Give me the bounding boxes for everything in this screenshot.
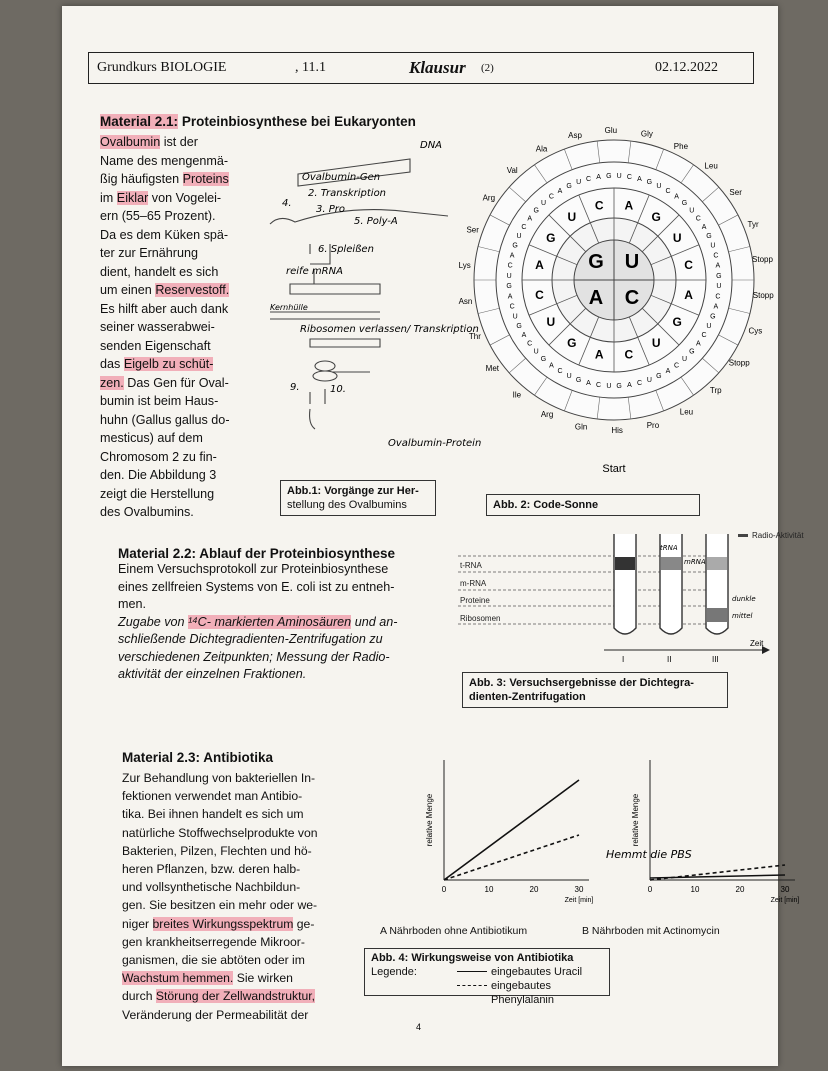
code-sun-third-base: A: [557, 187, 563, 195]
x-tick-label: 10: [484, 885, 494, 894]
note-transkription: 2. Transkription: [308, 188, 387, 199]
text-line: [122, 860, 358, 878]
material-2-3-text: [122, 769, 358, 1024]
text-span: ge-: [293, 916, 315, 931]
text-line: [100, 152, 270, 171]
tube-1-band: [615, 557, 635, 570]
amino-acid-label: Glu: [604, 126, 618, 136]
code-sun-third-base: A: [665, 368, 671, 376]
tube-2-band: [661, 557, 681, 570]
code-sun-third-base: U: [566, 372, 572, 380]
code-sun-second-base: U: [651, 336, 661, 351]
text-line: [100, 207, 270, 226]
highlight: Proteins: [182, 172, 229, 186]
amino-acid-label: Met: [485, 363, 500, 373]
code-sun-third-base: C: [585, 176, 592, 184]
text-line: [100, 448, 270, 467]
amino-acid-label: Leu: [679, 407, 694, 417]
text-line: [100, 503, 270, 522]
code-sun-third-base: G: [656, 372, 662, 380]
note-pro: 3. Pro: [316, 204, 345, 215]
code-sun-second-base: G: [672, 315, 682, 330]
y-axis-label: relative Menge: [425, 793, 434, 847]
code-sun-third-base: A: [586, 379, 591, 387]
code-sun-third-base: C: [674, 362, 680, 370]
note-poly-a: 5. Poly-A: [354, 216, 398, 227]
amino-acid-label: Asp: [568, 131, 582, 141]
x-tick-label: 30: [780, 885, 790, 894]
text-span: ganismen, die sie abtöten oder im: [122, 953, 305, 968]
exam-title: Klausur: [409, 58, 466, 77]
figure-2-caption-text: Abb. 2: Code-Sonne: [493, 499, 599, 511]
code-sun-third-base: A: [701, 224, 707, 232]
x-axis-label: Zeit [min]: [564, 897, 594, 904]
fraction-proteine: Proteine: [460, 596, 490, 605]
note-gen: Ovalbumin-Gen: [302, 172, 381, 183]
tube-1: [614, 534, 636, 634]
code-sun-third-base: U: [689, 207, 695, 215]
text-span: ern (55–65 Prozent).: [100, 209, 216, 223]
amino-acid-label: His: [611, 425, 623, 435]
start-label: Start: [602, 463, 626, 475]
text-line: [100, 411, 270, 430]
code-sun-third-base: C: [636, 379, 643, 387]
x-tick-label: 0: [647, 885, 653, 894]
code-sun-third-base: U: [516, 233, 522, 241]
code-sun-second-base: U: [567, 209, 577, 224]
code-sun-third-base: G: [689, 348, 695, 356]
code-sun-third-base: G: [506, 283, 512, 291]
amino-acid-label: Stopp: [752, 290, 774, 300]
highlight: Wachstum hemmen.: [122, 971, 234, 986]
series-line-uracil: [444, 780, 579, 880]
note-kernhuelle: Kernhülle: [270, 303, 308, 312]
note-trna: tRNA: [660, 544, 678, 552]
amino-acid-label: Trp: [709, 386, 722, 396]
tube-3-band-trna: [707, 557, 727, 570]
code-sun-second-base: G: [546, 230, 556, 245]
code-sun-second-base: C: [535, 287, 544, 302]
text-span: seiner wasserabwei-: [100, 320, 215, 334]
exam-date: 02.12.2022: [655, 60, 718, 75]
exam-number: (2): [481, 62, 494, 74]
code-sun-third-base: A: [521, 331, 527, 339]
text-line: [122, 987, 358, 1005]
text-span: ist der: [160, 135, 198, 149]
code-sun-third-base: A: [507, 293, 513, 301]
text-line: Einem Versuchsprotokoll zur Proteinbiosynthese: [118, 562, 389, 576]
material-2-1-text: [100, 133, 270, 522]
fraction-trna: t-RNA: [460, 561, 482, 570]
text-line: eines zellfreien Systems von E. coli ist zu entneh-: [118, 579, 395, 594]
chart-b-label: B Nährboden mit Actinomycin: [582, 925, 720, 937]
note-mittel: mittel: [732, 612, 753, 620]
code-sun-third-base: A: [715, 262, 721, 270]
time-3: III: [712, 655, 719, 664]
code-sun-third-base: G: [681, 200, 688, 208]
text-span: Das Gen für Oval-: [123, 375, 229, 390]
series-line-uracil: [650, 875, 785, 878]
note-mrna: reife mRNA: [286, 266, 343, 277]
highlight: Eigelb zu schüt-: [123, 357, 214, 371]
text-span: dient, handelt es sich: [100, 264, 219, 279]
code-sun-third-base: C: [507, 262, 513, 270]
code-sun-center-base: C: [624, 287, 640, 309]
figure-1-caption: [280, 480, 436, 516]
code-sun-third-base: U: [616, 173, 622, 181]
x-tick-label: 20: [735, 885, 745, 894]
highlight: Eiklar: [116, 190, 149, 205]
legend-swatch: [738, 534, 748, 537]
chart-b: [631, 760, 799, 904]
text-span: des Ovalbumins.: [100, 505, 194, 519]
text-line: [122, 951, 358, 969]
text-span: Zugabe von: [118, 614, 189, 629]
text-line: [100, 429, 270, 448]
amino-acid-label: Ile: [512, 390, 522, 400]
text-line: [122, 1006, 358, 1024]
text-line: [100, 318, 270, 337]
note-hemmt: Hemmt die PBS: [606, 848, 692, 861]
text-span: gen. Sie besitzen ein mehr oder we-: [122, 898, 318, 913]
code-sun-third-base: U: [606, 382, 612, 390]
exam-page: [62, 6, 804, 1066]
text-line: verschiedenen Zeitpunkten; Messung der Radio-: [118, 649, 390, 664]
material-2-1-label: Material 2.1:: [100, 114, 179, 129]
code-sun-third-base: A: [674, 193, 679, 201]
code-sun: [454, 126, 774, 480]
code-sun-third-base: A: [696, 340, 701, 348]
text-line: [122, 896, 358, 914]
code-sun-center-base: A: [588, 287, 604, 309]
x-tick-label: 0: [441, 885, 447, 894]
text-line: [100, 244, 270, 263]
note-protein: Ovalbumin-Protein: [388, 438, 482, 449]
figure-3-caption-line2: dienten-Zentrifugation: [469, 691, 586, 703]
text-line: [100, 374, 270, 393]
code-sun-third-base: A: [549, 362, 554, 370]
text-line: [122, 787, 358, 805]
code-sun-third-base: C: [527, 340, 533, 348]
code-sun-third-base: G: [540, 355, 547, 363]
code-sun-third-base: A: [527, 215, 532, 223]
text-span: gen krankheitserregende Mikroor-: [122, 934, 305, 949]
code-sun-third-base: A: [637, 176, 642, 184]
x-tick-label: 10: [690, 885, 700, 894]
code-sun-third-base: G: [533, 207, 539, 215]
code-sun-third-base: U: [656, 183, 662, 191]
tube-3-band-ribosomen: [707, 608, 727, 622]
text-line: [118, 614, 448, 632]
figure-2-caption: [486, 494, 700, 516]
fraction-ribosomen: Ribosomen: [460, 614, 501, 623]
code-sun-third-base: U: [706, 322, 712, 330]
legend-title: Legende:: [371, 966, 417, 978]
text-span: Es hilft aber auch dank: [100, 301, 229, 316]
y-axis-label: relative Menge: [631, 793, 640, 847]
note-mrna-tube: mRNA: [684, 558, 706, 566]
code-sun-third-base: C: [713, 252, 719, 260]
highlight: Ovalbumin: [100, 135, 161, 149]
figure-1-caption-line1: Abb.1: Vorgänge zur Her-: [287, 485, 419, 497]
code-sun-third-base: C: [557, 368, 563, 376]
legend-dashed-line: [457, 985, 487, 986]
text-line: [122, 878, 358, 896]
note-dunkel: dunkle: [732, 595, 756, 603]
code-sun-third-base: U: [540, 200, 547, 208]
figure-4-charts: [362, 750, 800, 950]
figure-3-tubes: [454, 528, 804, 668]
x-axis-label: Zeit [min]: [770, 897, 800, 904]
text-line: [100, 337, 270, 356]
note-spleissen: 6. Spleißen: [318, 244, 374, 255]
text-line: [100, 226, 270, 245]
amino-acid-label: Leu: [704, 161, 718, 171]
code-sun-third-base: G: [710, 313, 716, 321]
amino-acid-label: Ser: [729, 188, 742, 198]
code-sun-third-base: U: [506, 272, 512, 280]
code-sun-third-base: U: [533, 348, 539, 356]
amino-acid-label: Pro: [646, 420, 660, 430]
text-span: Chromosom 2 zu fin-: [100, 449, 217, 464]
figure-1-caption-line2: stellung des Ovalbumins: [287, 499, 407, 511]
text-span: senden Eigenschaft: [100, 338, 211, 353]
code-sun-second-base: G: [567, 336, 577, 351]
legend-radio: Radio-Aktivität: [752, 531, 804, 540]
amino-acid-label: Val: [506, 165, 518, 175]
text-line: [100, 189, 270, 208]
legend-uracil: eingebautes Uracil: [491, 966, 583, 978]
text-line: [100, 466, 270, 485]
code-sun-second-base: G: [651, 209, 661, 224]
legend-phenylalanin: eingebautes Phenylalanin: [491, 980, 554, 1006]
amino-acid-label: Arg: [540, 410, 554, 420]
code-sun-second-base: U: [672, 230, 682, 245]
code-sun-second-base: A: [684, 287, 693, 302]
code-sun-center-base: G: [588, 251, 604, 273]
material-2-2-heading: Material 2.2: Ablauf der Proteinbiosynthese: [118, 546, 396, 561]
amino-acid-label: Cys: [748, 326, 763, 336]
code-sun-third-base: G: [512, 242, 518, 250]
text-span: Da es dem Küken spä-: [100, 227, 229, 242]
figure-4-legend: [371, 965, 603, 1006]
legend-solid-line: [457, 971, 487, 972]
code-sun-second-base: A: [624, 198, 634, 213]
highlight: Störung der Zellwandstruktur,: [155, 989, 316, 1004]
course-name: Grundkurs BIOLOGIE: [97, 60, 227, 75]
figure-3-caption: [462, 672, 728, 708]
amino-acid-label: Gly: [640, 129, 653, 139]
figure-3-caption-line1: Abb. 3: Versuchsergebnisse der Dichtegra-: [469, 677, 694, 689]
text-line: [122, 933, 358, 951]
code-sun-third-base: C: [509, 303, 515, 311]
text-span: im: [100, 190, 117, 205]
note-ribosomen: Ribosomen verlassen/ Transkription: [300, 324, 479, 335]
code-sun-third-base: C: [701, 331, 707, 339]
amino-acid-label: Tyr: [747, 219, 759, 229]
code-sun-third-base: G: [616, 382, 622, 390]
material-2-1-heading: [100, 114, 416, 129]
series-line-phenylalanin: [444, 835, 579, 880]
code-sun-third-base: U: [716, 283, 722, 291]
text-line: [100, 355, 270, 374]
code-sun-second-base: A: [594, 347, 604, 362]
amino-acid-label: Phe: [673, 141, 689, 151]
code-sun-center-base: U: [624, 251, 640, 273]
text-line: [100, 133, 270, 152]
code-sun-third-base: A: [596, 174, 601, 182]
text-span: bumin ist beim Haus-: [100, 394, 219, 408]
amino-acid-label: Thr: [468, 332, 481, 342]
text-span: Veränderung der Permeabilität der: [122, 1007, 309, 1022]
text-span: huhn (Gallus gallus do-: [100, 412, 230, 427]
text-span: heren Pflanzen, bzw. deren halb-: [122, 862, 301, 877]
code-sun-third-base: G: [646, 179, 653, 187]
highlight: Reservestoff.: [155, 283, 230, 297]
page-header: [88, 52, 754, 84]
text-span: ßig häufigsten: [100, 172, 183, 186]
highlight: breites Wirkungsspektrum: [152, 916, 294, 931]
text-line: [100, 300, 270, 319]
code-sun-third-base: C: [695, 215, 701, 223]
text-line: aktivität der einzelnen Fraktionen.: [118, 667, 307, 681]
time-1: I: [622, 655, 625, 664]
note-ten: 10.: [330, 384, 346, 395]
chart-a-label: A Nährboden ohne Antibiotikum: [380, 925, 528, 937]
code-sun-third-base: G: [716, 272, 722, 280]
text-line: [122, 969, 358, 987]
text-span: Name des mengenmä-: [100, 153, 229, 168]
code-sun-second-base: C: [684, 258, 693, 273]
text-span: mesticus) auf dem: [100, 431, 203, 445]
time-2: II: [667, 655, 672, 664]
code-sun-second-base: C: [594, 198, 604, 213]
text-span: um einen: [100, 283, 156, 297]
code-sun-third-base: G: [566, 183, 572, 191]
code-sun-third-base: C: [715, 293, 721, 301]
text-span: das: [100, 357, 124, 371]
material-2-1-title: Proteinbiosynthese bei Eukaryonten: [181, 114, 416, 129]
code-sun-third-base: U: [646, 376, 652, 384]
code-sun-second-base: U: [546, 315, 556, 330]
text-span: Zur Behandlung von bakteriellen In-: [122, 771, 316, 785]
code-sun-third-base: U: [512, 313, 518, 321]
note-four: 4.: [282, 198, 292, 209]
code-sun-third-base: G: [516, 322, 522, 330]
material-2-2: [118, 546, 448, 684]
text-line: men.: [118, 597, 146, 611]
amino-acid-label: Arg: [482, 193, 496, 203]
text-line: [122, 915, 358, 933]
figure-4-caption: [364, 948, 610, 1006]
code-sun-third-base: U: [681, 355, 688, 363]
material-2-2-text: [118, 561, 448, 684]
text-line: schließende Dichtegradienten-Zentrifugation zu: [118, 632, 383, 646]
x-tick-label: 30: [574, 885, 584, 894]
code-sun-third-base: U: [710, 242, 716, 250]
text-span: niger: [122, 916, 153, 931]
text-span: fektionen verwendet man Antibio-: [122, 789, 303, 804]
code-sun-third-base: C: [626, 174, 632, 182]
text-span: durch: [122, 989, 156, 1004]
highlight: zen.: [100, 375, 124, 390]
code-sun-third-base: C: [521, 224, 527, 232]
code-sun-third-base: A: [627, 381, 632, 389]
text-line: [100, 281, 270, 300]
text-span: und an-: [351, 614, 398, 629]
note-dna: DNA: [420, 140, 443, 151]
code-sun-third-base: C: [665, 187, 671, 195]
time-axis-label: Zeit: [750, 639, 764, 648]
text-line: [100, 485, 270, 504]
amino-acid-label: Ser: [466, 225, 479, 235]
text-line: [122, 842, 358, 860]
code-sun-third-base: U: [576, 179, 582, 187]
material-2-3-heading: Material 2.3: Antibiotika: [122, 750, 274, 765]
amino-acid-label: Gln: [574, 422, 588, 432]
text-line: [100, 392, 270, 411]
amino-acid-label: Ala: [535, 144, 548, 154]
note-nine: 9.: [290, 382, 300, 393]
text-line: [100, 263, 270, 282]
amino-acid-label: Stopp: [728, 358, 750, 368]
text-line: [100, 170, 270, 189]
code-sun-third-base: G: [606, 173, 612, 181]
text-span: Sie wirken: [233, 971, 293, 986]
fraction-mrna: m-RNA: [460, 579, 487, 588]
code-sun-third-base: C: [596, 381, 602, 389]
grade: , 11.1: [295, 60, 326, 75]
code-sun-third-base: A: [509, 252, 515, 260]
text-line: [122, 824, 358, 842]
code-sun-third-base: C: [548, 193, 554, 201]
text-line: [122, 805, 358, 823]
text-span: zeigt die Herstellung: [100, 486, 215, 501]
code-sun-third-base: G: [706, 233, 712, 241]
text-line: [122, 769, 358, 787]
figure-4-caption-text: Abb. 4: Wirkungsweise von Antibiotika: [371, 952, 574, 964]
x-tick-label: 20: [529, 885, 539, 894]
text-span: den. Die Abbildung 3: [100, 468, 217, 482]
chart-a: [425, 760, 593, 904]
code-sun-third-base: G: [575, 376, 582, 384]
amino-acid-label: Lys: [458, 261, 471, 271]
text-span: natürliche Stoffwechselprodukte von: [122, 825, 318, 840]
page-number: 4: [416, 1022, 422, 1032]
text-span: ter zur Ernährung: [100, 246, 199, 260]
amino-acid-label: Stopp: [752, 254, 773, 264]
text-span: tika. Bei ihnen handelt es sich um: [122, 807, 304, 822]
text-span: Bakterien, Pilzen, Flechten und hö-: [122, 843, 312, 858]
highlight-aminosaeuren: ¹⁴C- markierten Aminosäuren: [188, 614, 352, 629]
amino-acid-label: Asn: [458, 297, 473, 307]
code-sun-second-base: C: [624, 347, 634, 362]
text-span: von Vogelei-: [148, 190, 222, 205]
code-sun-second-base: A: [535, 258, 544, 273]
text-span: und vollsynthetische Nachbildun-: [122, 880, 301, 895]
code-sun-third-base: A: [713, 303, 719, 311]
